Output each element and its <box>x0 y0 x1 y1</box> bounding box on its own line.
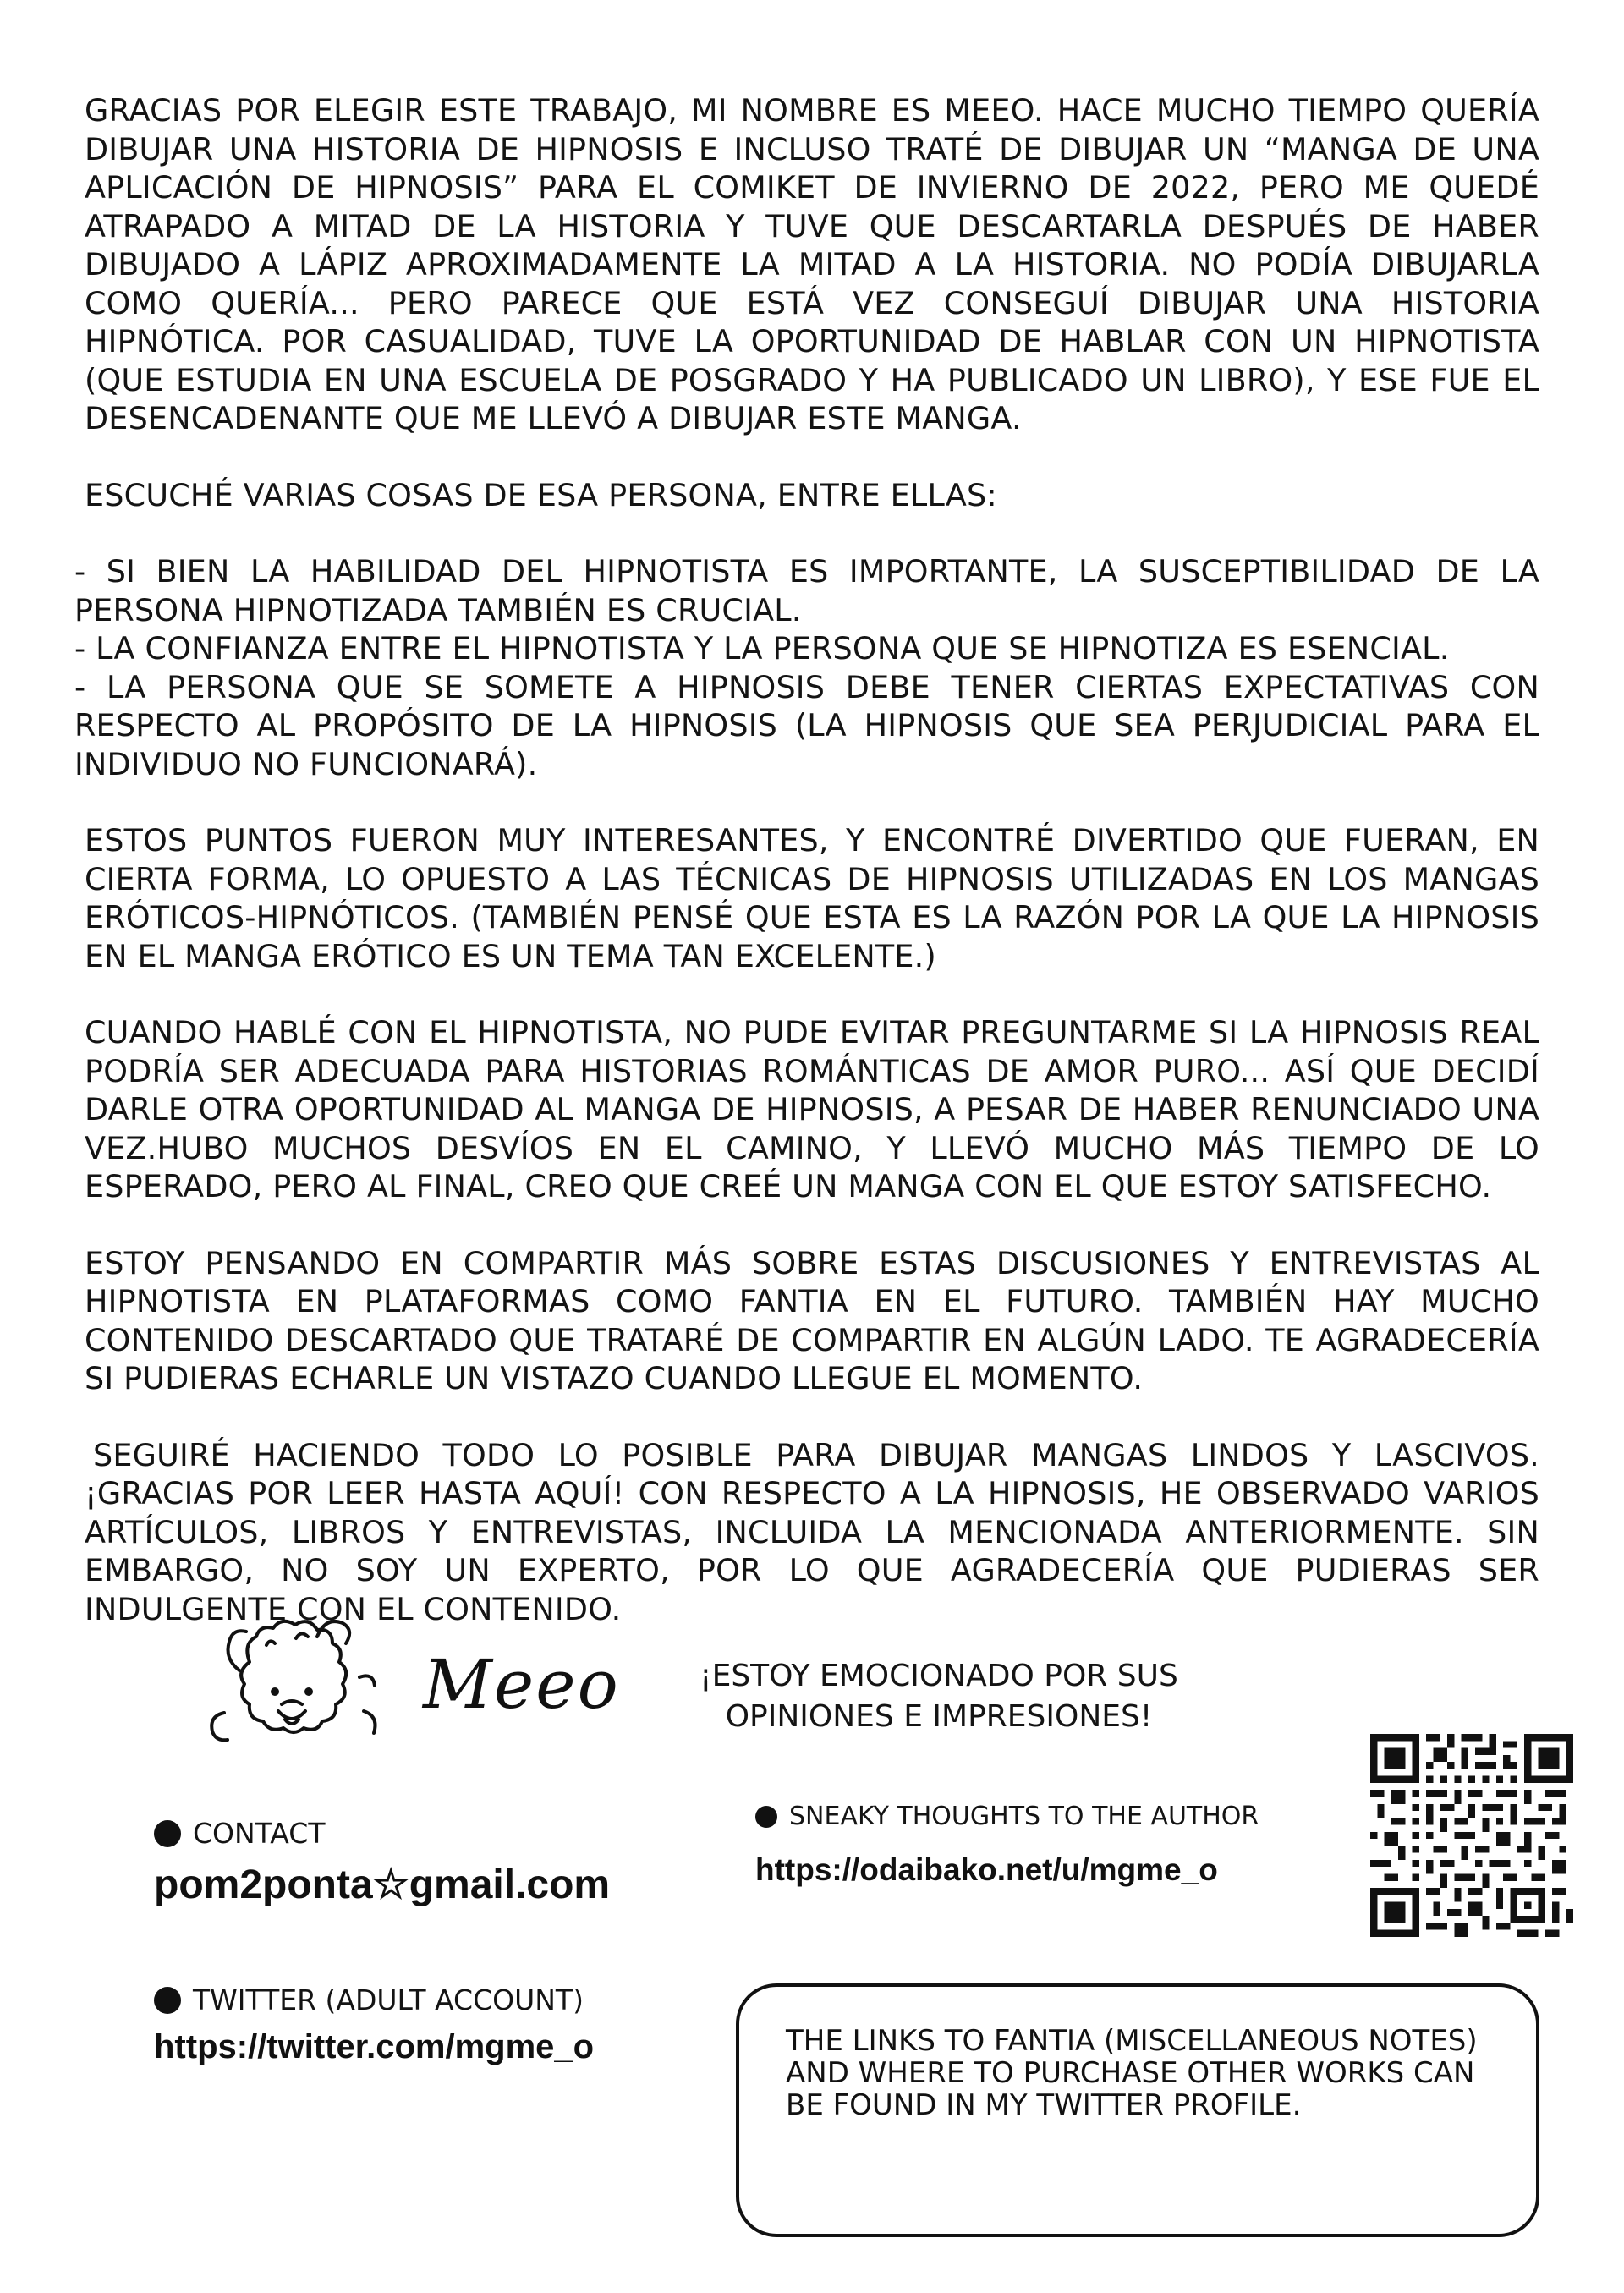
excited-message: ¡ESTOY EMOCIONADO POR SUS OPINIONES E IMPRESIONES! <box>700 1659 1178 1734</box>
contact-label: CONTACT <box>193 1817 326 1850</box>
list-item: - LA PERSONA QUE SE SOMETE A HIPNOSIS DEBE TENER CIERTAS EXPECTATIVAS CON RESPECTO AL PROPÓSITO DE LA HIPNOSIS (LA HIPNOSIS QUE SEA PERJUDICIAL PARA EL INDIVIDUO NO FUNCIONARÁ). <box>74 668 1539 782</box>
paragraph-fantia: ESTOY PENSANDO EN COMPARTIR MÁS SOBRE ESTAS DISCUSIONES Y ENTREVISTAS AL HIPNOTISTA EN PLATAFORMAS COMO FANTIA EN EL FUTURO. TAMBIÉN HAY MUCHO CONTENIDO DESCARTADO QUE TRATARÉ DE COMPARTIR EN ALGÚN LADO. TE AGRADECERÍA SI PUDIERAS ECHARLE UN VISTAZO CUANDO LLEGUE EL MOMENTO. <box>85 1244 1539 1396</box>
list-item: - SI BIEN LA HABILIDAD DEL HIPNOTISTA ES IMPORTANTE, LA SUSCEPTIBILIDAD DE LA PERSONA HIPNOTIZADA TAMBIÉN ES CRUCIAL. <box>74 553 1539 628</box>
bullet-icon <box>755 1806 777 1828</box>
list-item: - LA CONFIANZA ENTRE EL HIPNOTISTA Y LA PERSONA QUE SE HIPNOTIZA ES ESENCIAL. <box>74 630 1450 667</box>
sneaky-thoughts-label-row <box>755 1802 1259 1831</box>
afterword-body <box>74 91 1539 1666</box>
paragraph-points-comment: ESTOS PUNTOS FUERON MUY INTERESANTES, Y ENCONTRÉ DIVERTIDO QUE FUERAN, EN CIERTA FORMA, LO OPUESTO A LAS TÉCNICAS DE HIPNOSIS UTILIZADAS EN LOS MANGAS ERÓTICOS-HIPNÓTICOS. (TAMBIÉN PENSÉ QUE ESTA ES LA RAZÓN POR LA QUE LA HIPNOSIS EN EL MANGA ERÓTICO ES UN TEMA TAN EXCELENTE.) <box>85 822 1539 974</box>
signature <box>190 1611 620 1772</box>
fantia-note-box <box>736 1983 1539 2237</box>
paragraph-romance: CUANDO HABLÉ CON EL HIPNOTISTA, NO PUDE EVITAR PREGUNTARME SI LA HIPNOSIS REAL PODRÍA SER ADECUADA PARA HISTORIAS ROMÁNTICAS DE AMOR PURO... ASÍ QUE DECIDÍ DARLE OTRA OPORTUNIDAD AL MANGA DE HIPNOSIS, A PESAR DE HABER RENUNCIADO UNA VEZ.HUBO MUCHOS DESVÍOS EN EL CAMINO, Y LLEVÓ MUCHO MÁS TIEMPO DE LO ESPERADO, PERO AL FINAL, CREO QUE CREÉ UN MANGA CON EL QUE ESTOY SATISFECHO. <box>85 1014 1539 1204</box>
paragraph-intro: GRACIAS POR ELEGIR ESTE TRABAJO, MI NOMBRE ES MEEO. HACE MUCHO TIEMPO QUERÍA DIBUJAR UNA HISTORIA DE HIPNOSIS E INCLUSO TRATÉ DE DIBUJAR UN “MANGA DE UNA APLICACIÓN DE HIPNOSIS” PARA EL COMIKET DE INVIERNO DE 2022, PERO ME QUEDÉ ATRAPADO A MITAD DE LA HISTORIA Y TUVE QUE DESCARTARLA DESPUÉS DE HABER DIBUJADO A LÁPIZ APROXIMADAMENTE LA MITAD A LA HISTORIA. NO PODÍA DIBUJARLA COMO QUERÍA... PERO PARECE QUE ESTÁ VEZ CONSEGUÍ DIBUJAR UNA HISTORIA HIPNÓTICA. POR CASUALIDAD, TUVE LA OPORTUNIDAD DE HABLAR CON UN HIPNOTISTA (QUE ESTUDIA EN UNA ESCUELA DE POSGRADO Y HA PUBLICADO UN LIBRO), Y ESE FUE EL DESENCADENANTE QUE ME LLEVÓ A DIBUJAR ESTE MANGA. <box>85 92 1539 436</box>
bullet-icon <box>154 1987 181 2014</box>
fantia-note-text: THE LINKS TO FANTIA (MISCELLANEOUS NOTES) AND WHERE TO PURCHASE OTHER WORKS CAN BE FOUND IN MY TWITTER PROFILE. <box>786 2024 1478 2122</box>
paragraph-list-intro: ESCUCHÉ VARIAS COSAS DE ESA PERSONA, ENTRE ELLAS: <box>85 476 997 513</box>
contact-email[interactable]: pom2ponta☆gmail.com <box>154 1862 611 1907</box>
qr-code-icon[interactable] <box>1370 1734 1573 1937</box>
twitter-label: TWITTER (ADULT ACCOUNT) <box>193 1983 584 2016</box>
twitter-link[interactable]: https://twitter.com/mgme_o <box>154 2028 595 2065</box>
paragraph-closing: SEGUIRÉ HACIENDO TODO LO POSIBLE PARA DIBUJAR MANGAS LINDOS Y LASCIVOS. ¡GRACIAS POR LEER HASTA AQUÍ! CON RESPECTO A LA HIPNOSIS, HE OBSERVADO VARIOS ARTÍCULOS, LIBROS Y ENTREVISTAS, INCLUIDA LA MENCIONADA ANTERIORMENTE. SIN EMBARGO, NO SOY UN EXPERTO, POR LO QUE AGRADECERÍA QUE PUDIERAS SER INDULGENTE CON EL CONTENIDO. <box>85 1436 1539 1627</box>
sheep-mascot-icon <box>190 1611 419 1772</box>
hypnosis-points-list <box>74 552 1539 783</box>
signature-name: Meeo <box>423 1645 620 1724</box>
twitter-label-row <box>154 1983 584 2016</box>
contact-label-row <box>154 1817 326 1850</box>
bullet-icon <box>154 1820 181 1847</box>
sneaky-thoughts-link[interactable]: https://odaibako.net/u/mgme_o <box>755 1852 1218 1887</box>
sneaky-thoughts-label: SNEAKY THOUGHTS TO THE AUTHOR <box>789 1802 1259 1831</box>
